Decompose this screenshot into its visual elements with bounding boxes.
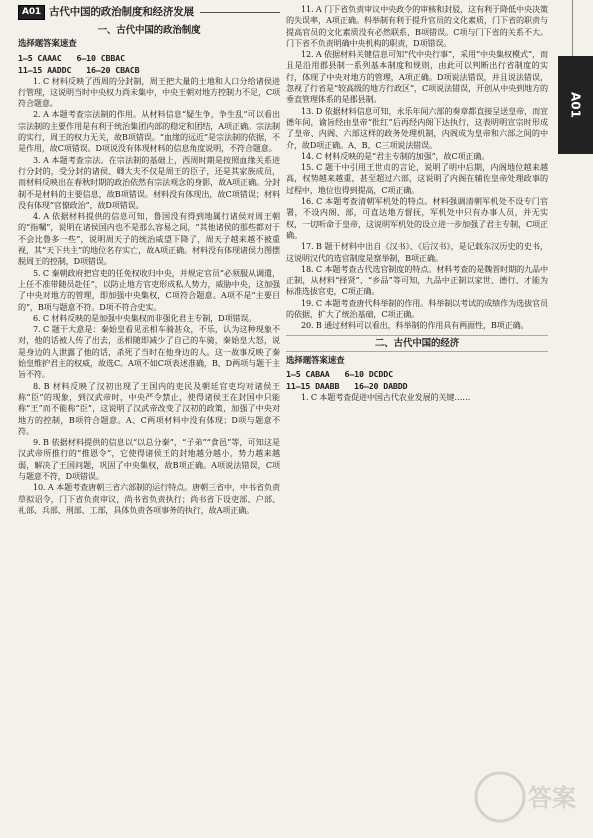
answer-range: 6—10 DCDDC	[344, 369, 393, 380]
answers-title-2: 选择题答案速查	[286, 355, 345, 366]
explanation-paragraph: 2. A 本题考查宗法制的作用。从材料信息“疑生争，争生乱”可以看出宗法制的主要作用是有利于统治集团内部的稳定和团结，A项正确。宗法制的实行，周王的权力无关，故B项错误。“血缘的远近”是宗法制的依据，不是作用，故C项错误。D项说没有体现材料的信息角度说明，不符合题意。	[18, 109, 280, 154]
right-column	[286, 4, 548, 404]
left-column	[18, 4, 280, 516]
answer-range: 11—15 AADDC	[18, 64, 72, 75]
explanation-paragraph: 14. C 材料反映的是“君主专制的加强”，故C项正确。	[301, 150, 490, 161]
answers-title: 选择题答案速查	[18, 39, 77, 50]
explanation-paragraph: 17. B 题干材料中出自《汉书》、《后汉书》，是记载东汉历史的史书，这说明汉代的选官制度是察举制，B项正确。	[286, 241, 548, 263]
answer-line	[18, 64, 280, 76]
explanation-paragraph: 12. A 依据材料关键信息可知“代中央行事”，采用“中央集权模式”，而且是沿用郡县制一系列基本制度和规则，由此可以判断出行省制度的实行，体现了中央对地方的管理，A项正确。D项说法错误，并且说法错误，忽视了行省是“较高级的地方行政区”，C项说法错误，开创从中央到地方的垂直管理体系的是郡县制。	[286, 49, 548, 105]
section-title: 一、古代中国的政治制度	[97, 25, 201, 36]
explanation-paragraph: 18. C 本题考查古代选官制度的特点。材料考查的是魏晋时期的九品中正制，从材料“择贤”、“乡品”等可知，九品中正制以家世、德行、才能为标准选拔官吏，C项正确。	[286, 263, 548, 297]
explanation-paragraph: 4. A 依据材料提供的信息可知，鲁国没有得到地属行诸侯对周王朝的“指嘱”，说明在诸侯国内也不是那么容易之间，“其他诸侯的那些都对于不会比鲁多一些”，说明周天子的统治威望下降了，周天子越来越不被重视，其“天下共主”的地位名存实亡，故A项正确。材料没有体现诸侯力图摆脱周王的控制，D项错误。	[18, 211, 280, 267]
explanation-paragraph: 5. C 秦朝政府把官吏的任免权收归中央，并规定官员“必须服从调遣，上任不准带随员赴任”，以防止地方官吏形成私人势力，威胁中央，这加强了中央对地方的管理，即加强中央集权，C项符合题意。A项不是“主要目的”，B项与题意不符。D项不符合史实。	[18, 267, 280, 312]
header-rule	[200, 12, 280, 13]
explanation-paragraph: 9. B 依据材料提供的信息以“以总分秦”，“子弟”“食邑”等，可知这是汉武帝所推行的“推恩令”，它使得诸侯王的封地越分越小，势力越来越弱，解决了王国问题，巩固了中央集权，故B项正确。A项说法错误，C项与题意不符，D项错误。	[18, 437, 280, 481]
explanation-paragraph: 13. D 依据材料信息可知，永乐年间六部的奏章都直接呈送皇帝，而宣德年间，谕旨经由皇帝“批红”后再经内阁下达执行，这表明明宣宗时形成了皇帝、内阁、六部这样的政务处理机制，内阁成为皇帝和六部之间的中介，故D项正确。A、B、C三项说法错误。	[286, 105, 548, 150]
explanation-paragraph: 10. A 本题考查唐朝三省六部制的运行特点。唐朝三省中，中书省负责草拟诏令，门下省负责审议，尚书省负责执行；尚书省下设吏部、户部、礼部、兵部、刑部、工部，具体负责各项事务的执行，故A项正确。	[18, 482, 280, 515]
explanation-paragraph: 19. C 本题考查唐代科举制的作用。科举制以考试的成绩作为选拔官员的依据，扩大了统治基础，C项正确。	[286, 297, 548, 320]
explanation-paragraph: 3. A 本题考查宗法。在宗法制的基础上，西周时期是按照血缘关系进行分封的，受分封的诸侯、卿大夫不仅是周王的臣子，还是其家族成员，而材料反映出在春秋时期的政治依然有宗法观念的身影，故A项正确。分封制不是材料的主要信息，故B项错误。材料没有体现出，故C项错误；材料没有体现“官僚政治”，故D项错误。	[18, 154, 280, 210]
explanation-paragraph: 16. C 本题考查清朝军机处的特点。材料强调清朝军机处不设专门官署，不设内阁、部，可直达地方督抚，军机处中只有办事人员，并无实权，一切听命于皇帝，这说明军机处的设立进一步加强了君主专制，C项正确。	[286, 196, 548, 240]
explanation-paragraph: 15. C 题干中引用王世贞的言论，说明了明中后期，内阁地位越来越高，权势越来越重，甚至超过六部，这说明了内阁在辅佐皇帝处理政事的过程中，地位也得到提高，C项正确。	[286, 162, 548, 195]
explanation-paragraph: 6. C 材料反映的是加强中央集权而非强化君主专制，D项错误。	[33, 312, 257, 323]
side-divider	[572, 0, 573, 56]
side-tab	[558, 56, 593, 154]
side-tab-label: A01	[568, 92, 583, 118]
watermark-text: 答案	[528, 784, 576, 812]
answer-range: 16—20 CBACB	[86, 64, 140, 75]
watermark-logo-icon	[470, 762, 580, 832]
answer-range: 16—20 DABDD	[354, 381, 408, 392]
chapter-code: A01	[18, 5, 45, 20]
answer-range: 1—5 CABAA	[286, 369, 330, 380]
explanation-paragraph: 8. B 材料反映了汉初出现了王国内的吏民及朝廷官吏均对诸侯王称“臣”的现象，到汉武帝时，中央严令禁止，使得诸侯王在封国中只能称“王”而不能称“臣”，这说明了汉武帝改变了汉初的政策，加强了中央对地方的控制，B项符合题意。A、C两项材料中没有体现；D项与题意不符。	[18, 380, 280, 436]
explanation-paragraph: 1. C 材料反映了西周的分封制，周王把大量的土地和人口分给诸侯进行管理，这说明当时中央权力尚未集中，中央王朝对地方控制力不足，C项符合题意。	[18, 75, 280, 109]
answer-line	[18, 52, 280, 64]
answer-range: 6—10 CBBAC	[76, 52, 125, 63]
section2-title: 二、古代中国的经济	[286, 335, 548, 352]
explanation-paragraph: 11. A 门下省负责审议中央政令的审核和封驳，这有利于降低中央决策的失误率，A项正确。科举制有利于提升官员的文化素质，门下省的职责与提高官员的文化素质没有必然联系，B项错误。C项与门下省的关系不大。门下省不负责明确中央机构的职责，D项错误。	[286, 4, 548, 48]
explanation-paragraph: 20. B 通过材料可以看出，科举制的作用具有两面性，B项正确。	[301, 320, 529, 331]
explanation-paragraph: 1. C 本题考查促进中国古代农业发展的关键……	[301, 392, 471, 403]
answer-range: 1—5 CAAAC	[18, 52, 62, 63]
answer-line	[286, 380, 548, 392]
chapter-title: 古代中国的政治制度和经济发展	[49, 5, 194, 18]
explanation-paragraph: 7. C 题干大意是：秦始皇看见丞相车骑甚众，不乐，认为这种现象不对，他的话被人传了出去，丞相随即减少了自己的车骑，秦始皇大怒，说是身边的人泄露了他的话，杀死了当时在他身边的人。这一故事反映了秦始皇维护君主的权威，故选C。A项不如C项表述准确，B、D两项与题干主旨不符。	[18, 324, 280, 380]
answer-line	[286, 368, 548, 380]
answer-range: 11—15 DAABB	[286, 381, 340, 392]
chapter-header	[18, 4, 280, 21]
